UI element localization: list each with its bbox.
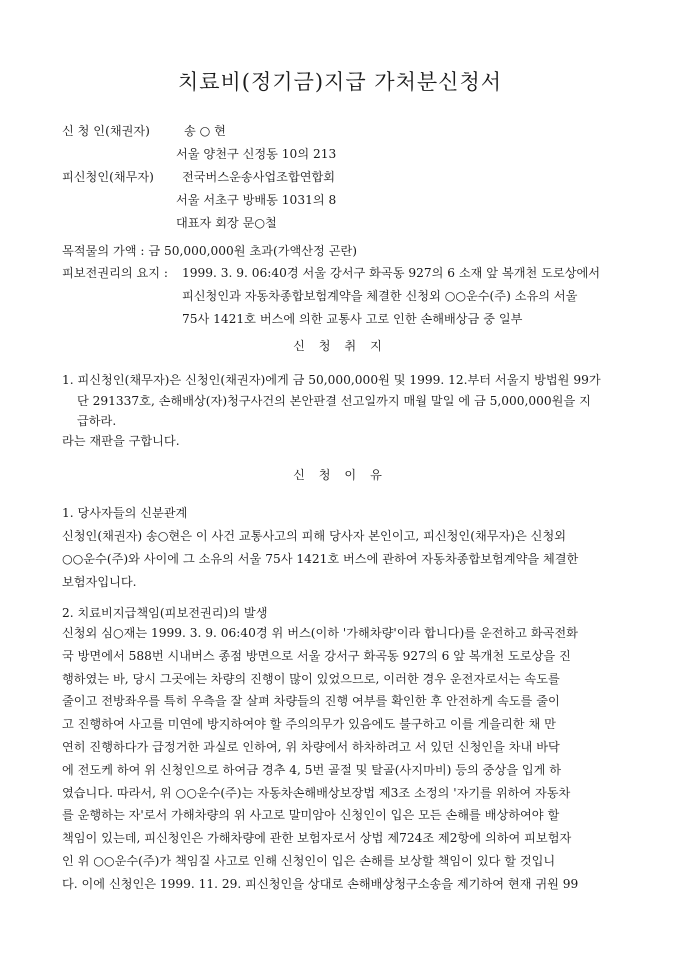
creditor-address: 서울 양천구 신정동 10의 213 [176,147,337,161]
section-2-line: 연히 진행하다가 급정거한 과실로 인하여, 위 차량에서 하차하려고 서 있던 신청인을 차내 바닥 [62,740,560,754]
section-2-title: 2. 치료비지급책임(피보전권리)의 발생 [62,606,268,620]
section-2-line: 에 전도케 하여 위 신청인으로 하여금 경추 4, 5번 골절 및 탈골(사지마비) 등의 중상을 입게 하 [62,762,562,777]
preserved-right-line: 1999. 3. 9. 06:40경 서울 강서구 화곡동 927의 6 소재 앞 복개천 도로상에서 [182,266,601,280]
creditor-name: 송 ○ 현 [184,124,226,138]
section-1-line: 보험자입니다. [62,575,137,589]
purpose-item-line: 단 291337호, 손해배상(자)청구사건의 본안판결 선고일까지 매월 말일 에 금 5,000,000원을 지 [77,394,591,408]
preserved-right-label: 피보전권리의 요지 : [62,266,169,280]
section-2-line: 줄이고 전방좌우를 특히 우측을 잘 살펴 차량들의 진행 여부를 확인한 후 안전하게 속도를 줄이 [62,694,560,709]
document-title: 치료비(정기금)지급 가처분신청서 [177,70,503,94]
purpose-closing: 라는 재판을 구합니다. [62,434,180,448]
section-2-line: 인 위 ○○운수(주)가 책임질 사고로 인해 신청인이 입은 손해를 보상할 책임이 있다 할 것입니 [62,854,556,868]
creditor-label: 신 청 인(채권자) [62,124,150,138]
section-2-line: 였습니다. 따라서, 위 ○○운수(주)는 자동차손해배상보장법 제3조 소정의 '자기를 위하여 자동차 [62,785,571,800]
section-1-title: 1. 당사자들의 신분관계 [62,506,188,520]
section-2-line: 행하였는 바, 당시 그곳에는 차량의 진행이 많이 있었으므로, 이러한 경우 운전자로서는 속도를 [62,671,560,686]
purpose-heading: 신 청 취 지 [293,339,387,353]
claim-value: 목적물의 가액 : 금 50,000,000원 초과(가액산정 곤란) [62,244,358,258]
section-1-line: 신청인(채권자) 송○현은 이 사건 교통사고의 피해 당사자 본인이고, 피신청인(채무자)은 신청외 [62,529,566,543]
debtor-name: 전국버스운송사업조합연합회 [182,170,336,184]
section-2-line: 책임이 있는데, 피신청인은 가해차량에 관한 보험자로서 상법 제724조 제2항에 의하여 피보험자 [62,831,572,846]
section-2-line: 고 진행하여 사고를 미연에 방지하여야 할 주의의무가 있음에도 불구하고 이를 게을리한 채 만 [62,717,556,732]
section-1-line: ○○운수(주)와 사이에 그 소유의 서울 75사 1421호 버스에 관하여 자동차종합보험계약을 체결한 [62,552,579,566]
section-2-line: 신청외 심○재는 1999. 3. 9. 06:40경 위 버스(이하 '가해차량'이라 합니다)를 운전하고 화곡전화 [62,626,578,640]
debtor-representative: 대표자 회장 문○철 [176,216,277,230]
purpose-item-line: 급하라. [77,414,117,428]
section-2-line: 국 방면에서 588번 시내버스 종점 방면으로 서울 강서구 화곡동 927의 6 앞 복개천 도로상을 진 [62,648,571,663]
purpose-item-line: 1. 피신청인(채무자)은 신청인(채권자)에게 금 50,000,000원 및 1999. 12.부터 서울지 방법원 99가 [62,373,601,387]
debtor-address: 서울 서초구 방배동 1031의 8 [176,193,337,207]
reasons-heading: 신 청 이 유 [293,468,387,482]
preserved-right-line: 75사 1421호 버스에 의한 교통사 고로 인한 손해배상금 중 일부 [182,312,523,326]
preserved-right-line: 피신청인과 자동차종합보험계약을 체결한 신청외 ○○운수(주) 소유의 서울 [182,289,578,303]
section-2-line: 다. 이에 신청인은 1999. 11. 29. 피신청인을 상대로 손해배상청구소송을 제기하여 현재 귀원 99 [62,876,579,891]
debtor-label: 피신청인(채무자) [62,170,154,184]
section-2-line: 를 운행하는 자'로서 가해차량의 위 사고로 말미암아 신청인이 입은 모든 손해를 배상하여야 할 [62,808,560,823]
